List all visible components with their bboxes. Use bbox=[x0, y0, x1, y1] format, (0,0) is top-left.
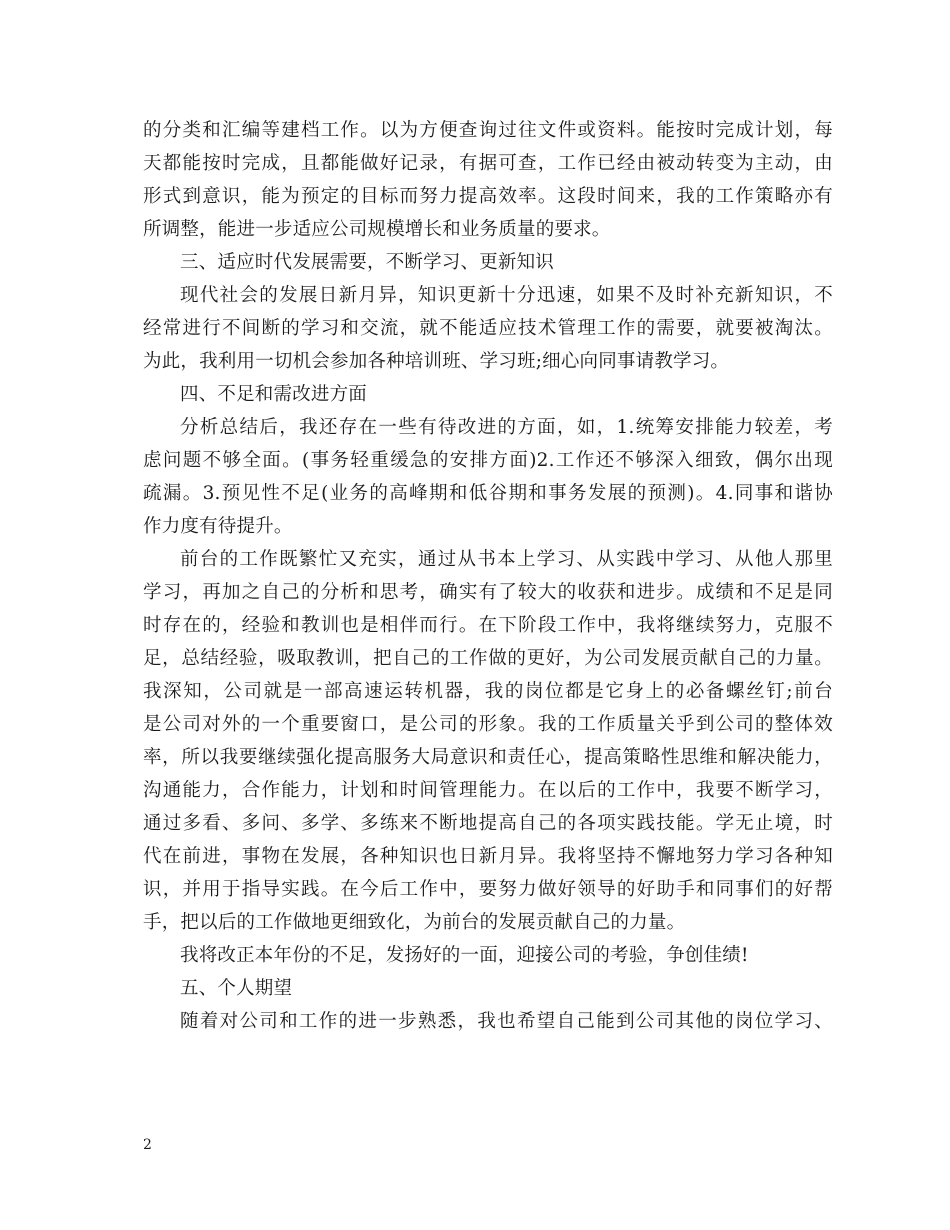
text-line: 疏漏。3.预见性不足(业务的高峰期和低谷期和事务发展的预测)。4.同事和谐协 bbox=[143, 483, 833, 504]
text-line: 通过多看、多问、多学、多练来不断地提高自己的各项实践技能。学无止境，时 bbox=[143, 813, 833, 834]
text-line: 学习，再加之自己的分析和思考，确实有了较大的收获和进步。成绩和不足是同 bbox=[143, 582, 833, 603]
text-line: 率，所以我要继续强化提高服务大局意识和责任心，提高策略性思维和解决能力， bbox=[143, 747, 833, 768]
text-line: 所调整，能进一步适应公司规模增长和业务质量的要求。 bbox=[143, 219, 611, 240]
text-line: 识，并用于指导实践。在今后工作中，要努力做好领导的好助手和同事们的好帮 bbox=[143, 879, 833, 900]
text-line: 天都能按时完成，且都能做好记录，有据可查，工作已经由被动转变为主动，由 bbox=[143, 153, 833, 174]
text-line: 四、不足和需改进方面 bbox=[180, 384, 368, 405]
text-line: 的分类和汇编等建档工作。以为方便查询过往文件或资料。能按时完成计划，每 bbox=[143, 120, 833, 141]
text-line: 为此，我利用一切机会参加各种培训班、学习班;细心向同事请教学习。 bbox=[143, 351, 730, 372]
text-line: 随着对公司和工作的进一步熟悉，我也希望自己能到公司其他的岗位学习、 bbox=[180, 1011, 833, 1032]
text-line: 五、个人期望 bbox=[180, 978, 293, 999]
document-body bbox=[143, 114, 833, 1038]
text-line: 代在前进，事物在发展，各种知识也日新月异。我将坚持不懈地努力学习各种知 bbox=[143, 846, 833, 867]
text-line: 足，总结经验，吸取教训，把自己的工作做的更好，为公司发展贡献自己的力量。 bbox=[143, 648, 833, 669]
text-line: 虑问题不够全面。(事务轻重缓急的安排方面)2.工作还不够深入细致，偶尔出现 bbox=[143, 450, 833, 471]
text-line: 手，把以后的工作做地更细致化，为前台的发展贡献自己的力量。 bbox=[143, 912, 686, 933]
page-number: 2 bbox=[143, 1137, 152, 1153]
text-line: 沟通能力，合作能力，计划和时间管理能力。在以后的工作中，我要不断学习， bbox=[143, 780, 833, 801]
text-line: 三、适应时代发展需要，不断学习、更新知识 bbox=[180, 252, 555, 273]
text-line: 形式到意识，能为预定的目标而努力提高效率。这段时间来，我的工作策略亦有 bbox=[143, 186, 833, 207]
text-line: 分析总结后，我还存在一些有待改进的方面，如，1.统筹安排能力较差，考 bbox=[180, 417, 833, 438]
text-line: 我将改正本年份的不足，发扬好的一面，迎接公司的考验，争创佳绩! bbox=[180, 945, 749, 966]
text-line: 前台的工作既繁忙又充实，通过从书本上学习、从实践中学习、从他人那里 bbox=[180, 549, 833, 570]
text-line: 作力度有待提升。 bbox=[143, 516, 293, 537]
text-line: 经常进行不间断的学习和交流，就不能适应技术管理工作的需要，就要被淘汰。 bbox=[143, 318, 833, 339]
text-line: 现代社会的发展日新月异，知识更新十分迅速，如果不及时补充新知识，不 bbox=[180, 285, 833, 306]
text-line: 是公司对外的一个重要窗口，是公司的形象。我的工作质量关乎到公司的整体效 bbox=[143, 714, 833, 735]
text-line: 时存在的，经验和教训也是相伴而行。在下阶段工作中，我将继续努力，克服不 bbox=[143, 615, 833, 636]
text-line: 我深知，公司就是一部高速运转机器，我的岗位都是它身上的必备螺丝钉;前台 bbox=[143, 681, 833, 702]
